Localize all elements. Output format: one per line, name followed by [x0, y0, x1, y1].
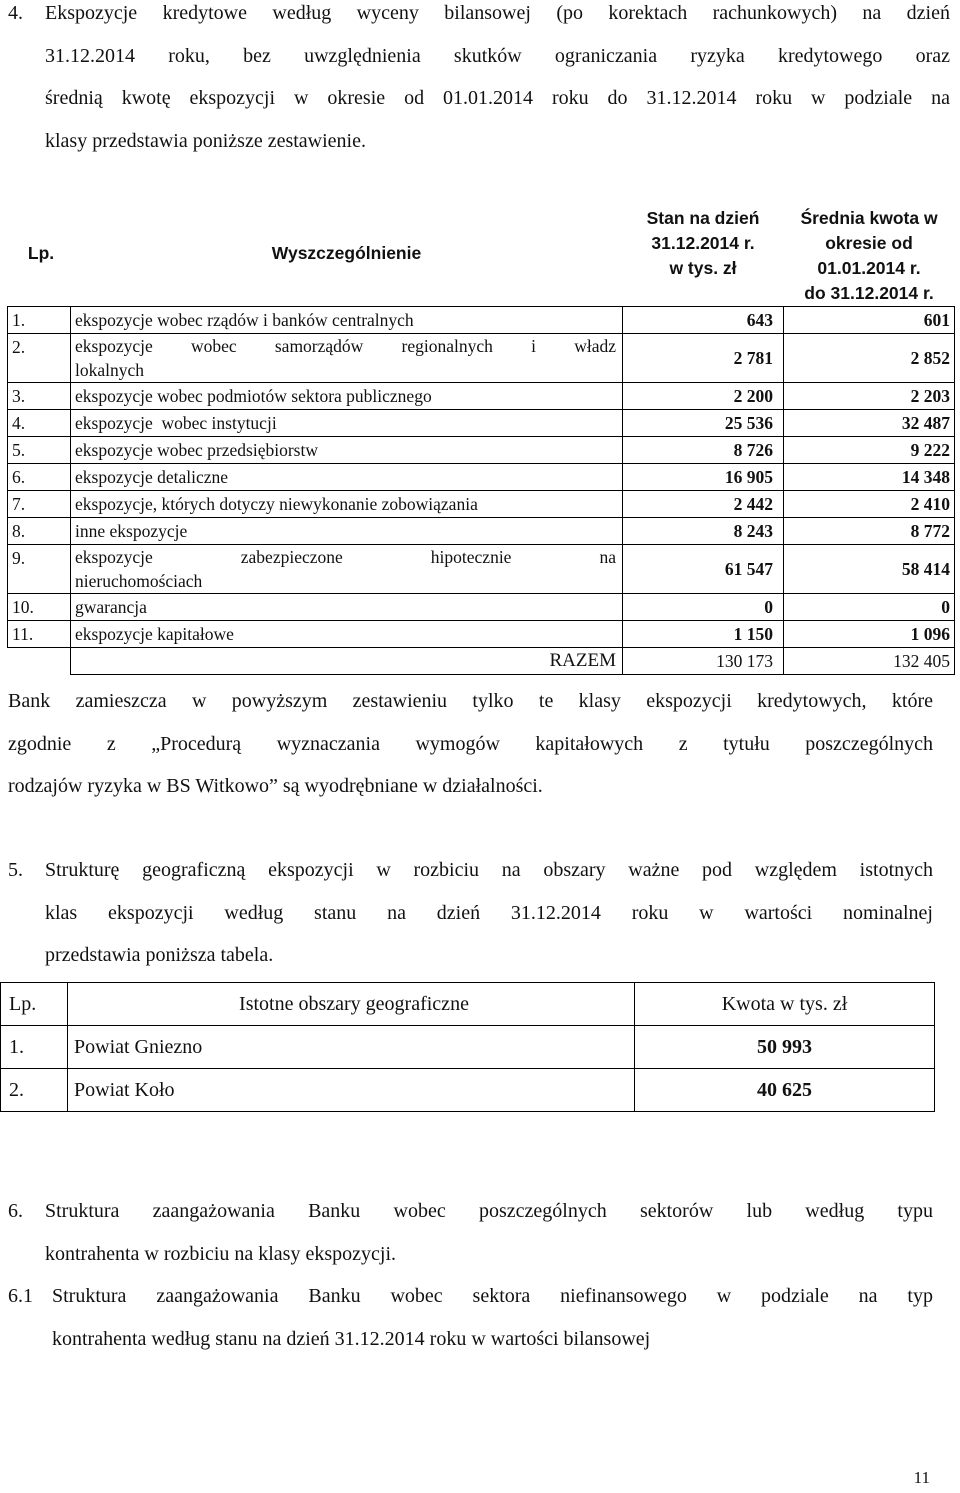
section-6-1-number: 6.1 [8, 1285, 33, 1307]
header-average-line: 01.01.2014 r. [817, 258, 921, 278]
table-row [8, 410, 955, 437]
table-row [8, 518, 955, 545]
header-lp: Lp. [8, 200, 71, 307]
note-paragraph [8, 680, 933, 808]
row-description: ekspozycje wobec rządów i banków centralnych [71, 307, 623, 334]
row-lp: 10. [8, 594, 71, 621]
exposure-classes-table [7, 200, 955, 675]
section-6-line: Struktura zaangażowania Banku wobec poszczególnych sektorów lub według typu [45, 1200, 933, 1222]
row-average: 601 [784, 307, 955, 334]
row-amount: 40 625 [635, 1069, 935, 1112]
section-4-text [45, 0, 950, 162]
section-5-text [45, 849, 933, 977]
header-area: Istotne obszary geograficzne [68, 983, 635, 1026]
header-average-line: do 31.12.2014 r. [804, 283, 934, 303]
row-description: ekspozycje wobec przedsiębiorstw [71, 437, 623, 464]
section-4-line: 31.12.2014 roku, bez uwzględnienia skutków ograniczania ryzyka kredytowego oraz [45, 44, 950, 67]
row-lp: 1. [1, 1026, 68, 1069]
table-row [8, 594, 955, 621]
table-header-row [1, 983, 935, 1026]
row-average: 2 410 [784, 491, 955, 518]
row-description-line: ekspozycje wobec samorządów regionalnych i władz [75, 336, 616, 356]
table-row [8, 307, 955, 334]
page-number: 11 [913, 1468, 930, 1487]
row-description-line: ekspozycje zabezpieczone hipotecznie na [75, 547, 616, 567]
row-average: 2 203 [784, 383, 955, 410]
note-line: rodzajów ryzyka w BS Witkowo” są wyodrębniane w działalności. [8, 775, 543, 797]
row-average: 1 096 [784, 621, 955, 648]
header-average-col [784, 200, 955, 307]
row-balance: 2 442 [623, 491, 784, 518]
row-area: Powiat Koło [68, 1069, 635, 1112]
row-description: ekspozycje wobec instytucji [71, 410, 623, 437]
row-description [71, 334, 623, 383]
geographic-table [0, 982, 935, 1112]
section-6-text [45, 1190, 933, 1275]
note-line: Bank zamieszcza w powyższym zestawieniu tylko te klasy ekspozycji kredytowych, które [8, 690, 933, 712]
row-description: inne ekspozycje [71, 518, 623, 545]
section-6-number: 6. [8, 1200, 23, 1222]
row-lp: 3. [8, 383, 71, 410]
row-lp: 8. [8, 518, 71, 545]
row-balance: 2 200 [623, 383, 784, 410]
row-description: ekspozycje, których dotyczy niewykonanie zobowiązania [71, 491, 623, 518]
header-balance-line: Stan na dzień [646, 208, 760, 228]
total-label: RAZEM [71, 648, 623, 675]
row-lp: 4. [8, 410, 71, 437]
section-4-number: 4. [8, 2, 23, 24]
header-balance-line: 31.12.2014 r. [651, 233, 755, 253]
row-balance: 2 781 [623, 334, 784, 383]
row-lp: 2. [8, 334, 71, 383]
row-description: ekspozycje detaliczne [71, 464, 623, 491]
table-row [1, 1069, 935, 1112]
table-row [8, 545, 955, 594]
row-lp: 2. [1, 1069, 68, 1112]
row-balance: 16 905 [623, 464, 784, 491]
total-balance: 130 173 [623, 648, 784, 675]
section-4-line: średnią kwotę ekspozycji w okresie od 01.01.2014 roku do 31.12.2014 roku w podziale na [45, 87, 950, 109]
section-5-line: klas ekspozycji według stanu na dzień 31.12.2014 roku w wartości nominalnej [45, 901, 933, 924]
header-balance-col [623, 200, 784, 307]
table-row [8, 464, 955, 491]
row-balance: 0 [623, 594, 784, 621]
row-average: 14 348 [784, 464, 955, 491]
row-lp: 6. [8, 464, 71, 491]
row-average: 0 [784, 594, 955, 621]
row-average: 32 487 [784, 410, 955, 437]
row-description: gwarancja [71, 594, 623, 621]
row-lp: 11. [8, 621, 71, 648]
table-row [8, 334, 955, 383]
row-average: 9 222 [784, 437, 955, 464]
row-amount: 50 993 [635, 1026, 935, 1069]
section-6-1-text [52, 1275, 933, 1360]
table-total-row [8, 648, 955, 675]
total-empty-cell [8, 648, 71, 675]
table-row [8, 621, 955, 648]
row-description-line: nieruchomościach [75, 571, 203, 591]
row-balance: 8 243 [623, 518, 784, 545]
header-description: Wyszczególnienie [71, 200, 623, 307]
table-row [8, 383, 955, 410]
section-6-line: kontrahenta w rozbiciu na klasy ekspozycji. [45, 1242, 396, 1265]
section-6-1-line: kontrahenta według stanu na dzień 31.12.2014 roku w wartości bilansowej [52, 1327, 651, 1350]
section-5-number: 5. [8, 859, 23, 881]
row-lp: 9. [8, 545, 71, 594]
row-description: ekspozycje kapitałowe [71, 621, 623, 648]
row-description-line: lokalnych [75, 360, 145, 380]
row-balance: 8 726 [623, 437, 784, 464]
row-lp: 7. [8, 491, 71, 518]
table-row [1, 1026, 935, 1069]
header-average-line: Średnia kwota w [800, 208, 938, 228]
section-6-1-line: Struktura zaangażowania Banku wobec sektora niefinansowego w podziale na typ [52, 1285, 933, 1307]
row-balance: 61 547 [623, 545, 784, 594]
header-balance-line: w tys. zł [669, 258, 737, 278]
section-4-line: Ekspozycje kredytowe według wyceny bilansowej (po korektach rachunkowych) na dzień [45, 2, 950, 24]
note-line: zgodnie z „Procedurą wyznaczania wymogów kapitałowych z tytułu poszczególnych [8, 732, 933, 755]
row-balance: 25 536 [623, 410, 784, 437]
row-average: 8 772 [784, 518, 955, 545]
section-5-line: przedstawia poniższa tabela. [45, 944, 274, 966]
row-average: 58 414 [784, 545, 955, 594]
table-header-row [8, 200, 955, 307]
total-average: 132 405 [784, 648, 955, 675]
row-area: Powiat Gniezno [68, 1026, 635, 1069]
row-lp: 1. [8, 307, 71, 334]
header-amount: Kwota w tys. zł [635, 983, 935, 1026]
section-5-line: Strukturę geograficzną ekspozycji w rozbiciu na obszary ważne pod względem istotnych [45, 859, 933, 881]
row-balance: 643 [623, 307, 784, 334]
header-average-line: okresie od [825, 233, 913, 253]
table-row [8, 437, 955, 464]
section-4-line: klasy przedstawia poniższe zestawienie. [45, 129, 366, 152]
row-description: ekspozycje wobec podmiotów sektora publicznego [71, 383, 623, 410]
row-description [71, 545, 623, 594]
table-row [8, 491, 955, 518]
row-balance: 1 150 [623, 621, 784, 648]
header-lp: Lp. [1, 983, 68, 1026]
row-average: 2 852 [784, 334, 955, 383]
row-lp: 5. [8, 437, 71, 464]
